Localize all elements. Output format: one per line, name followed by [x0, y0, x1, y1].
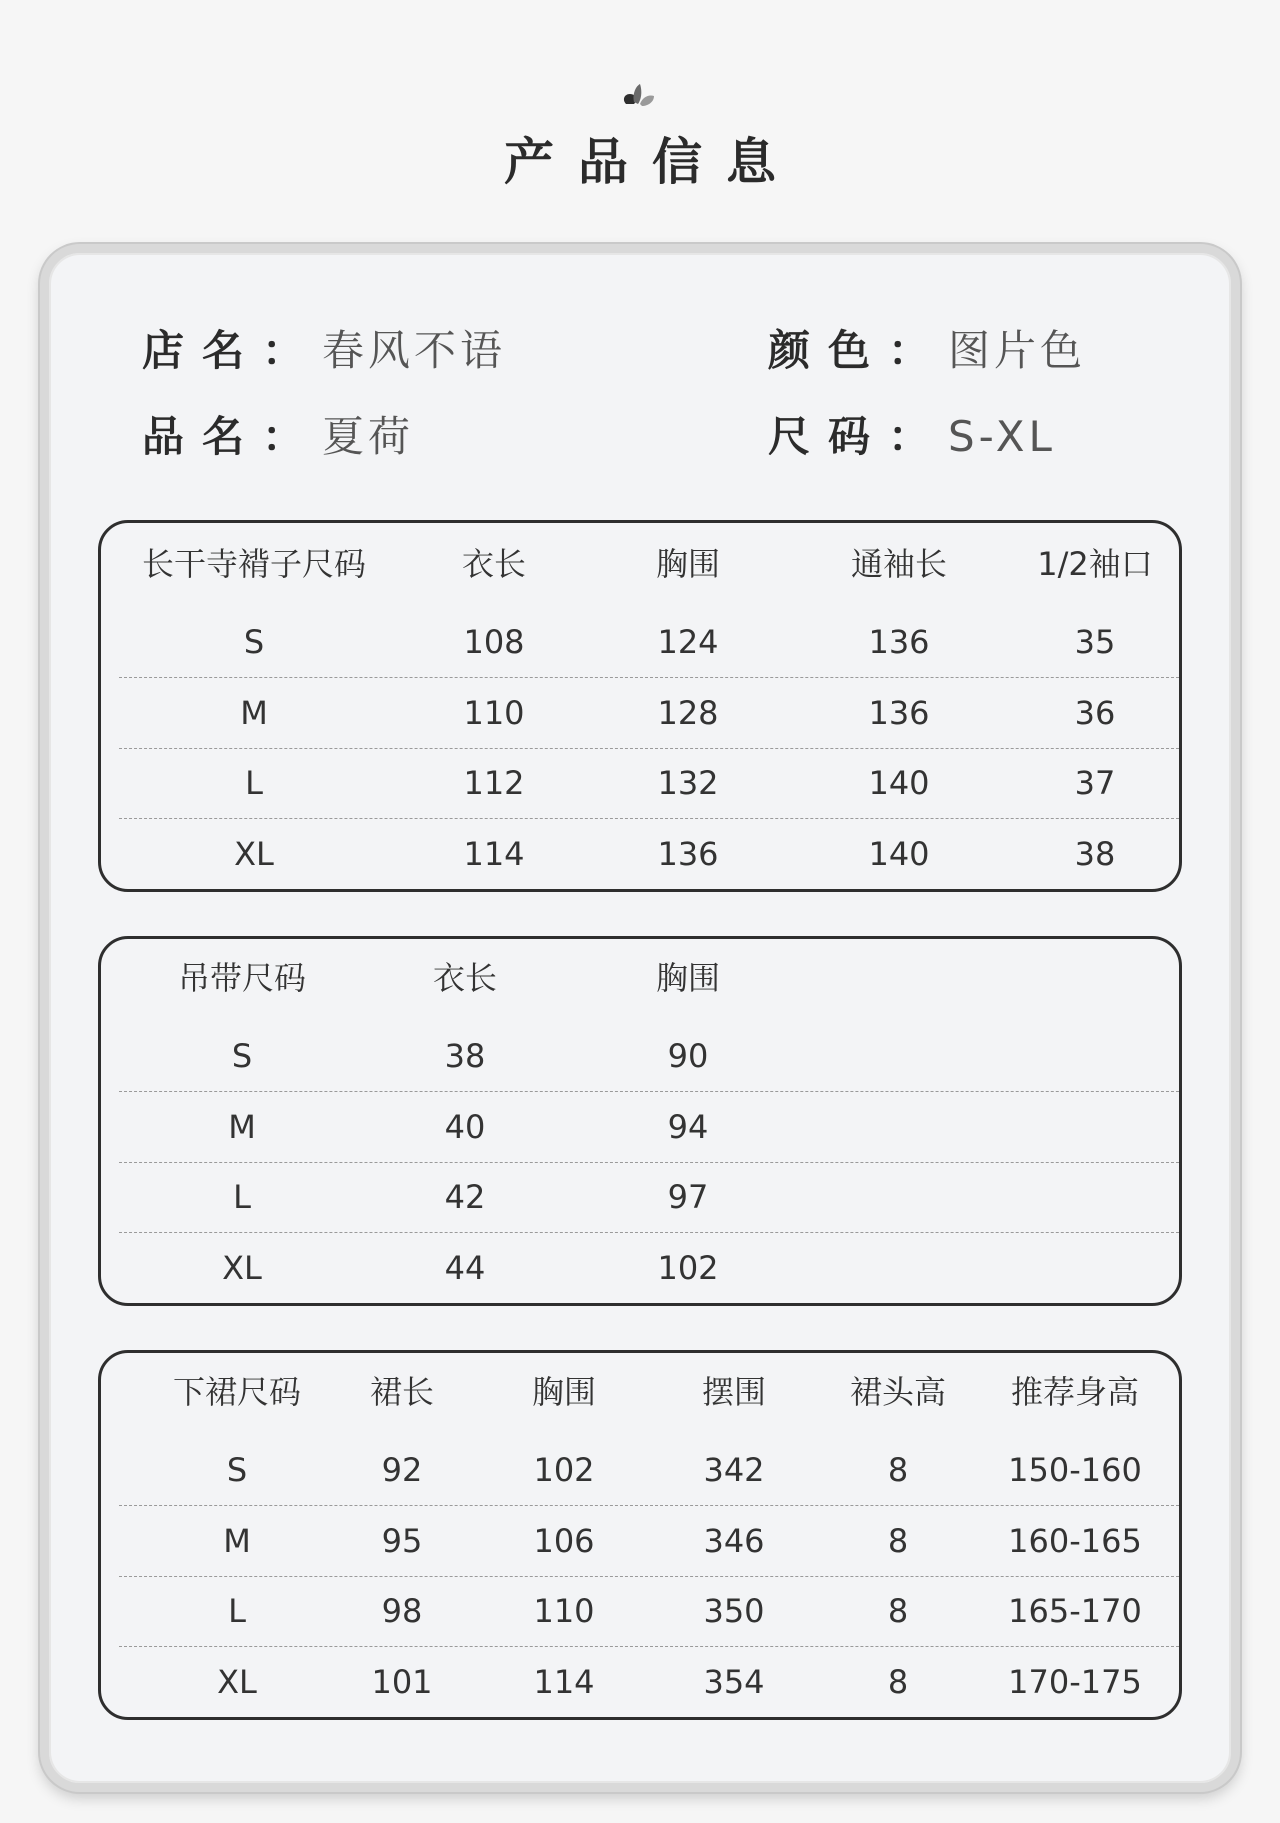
table-cell: 170-175 [1008, 1663, 1142, 1701]
table-cell: 38 [1074, 835, 1116, 873]
table-cell: 108 [463, 623, 525, 661]
product-name-label: 品名： [142, 412, 323, 461]
table-cell: 112 [463, 764, 525, 802]
table-cell: 165-170 [1008, 1592, 1142, 1630]
header-cell: 衣长 [461, 545, 527, 583]
table-cell: 140 [868, 764, 930, 802]
table-cell: 37 [1074, 764, 1116, 802]
table-row [119, 1021, 1179, 1092]
table-cell: M [228, 1108, 256, 1146]
table-cell: 132 [657, 764, 719, 802]
table-cell: 40 [444, 1108, 486, 1146]
table-cell: 98 [381, 1592, 423, 1630]
shop-name-label: 店名： [142, 326, 323, 375]
table-cell: 8 [887, 1592, 909, 1630]
header-cell: 衣长 [432, 959, 498, 997]
table-cell: 106 [533, 1522, 595, 1560]
header-cell: 胸围 [531, 1373, 597, 1411]
jacket-size-table [98, 520, 1182, 892]
table-cell: 102 [657, 1249, 719, 1287]
size-range-label: 尺码： [768, 412, 949, 461]
table-cell: M [240, 694, 268, 732]
table-row [119, 607, 1179, 678]
table-header-row [119, 943, 1179, 1013]
header-cell: 摆围 [701, 1373, 767, 1411]
table-cell: 150-160 [1008, 1451, 1142, 1489]
header-cell: 裙头高 [849, 1373, 947, 1411]
table-row [119, 678, 1179, 749]
header-cell: 通袖长 [850, 545, 948, 583]
table-cell: 102 [533, 1451, 595, 1489]
table-cell: 114 [533, 1663, 595, 1701]
table-cell: 92 [381, 1451, 423, 1489]
table-cell: 8 [887, 1522, 909, 1560]
color-label: 颜色： [768, 326, 949, 375]
size-range-row [768, 404, 1056, 464]
table-cell: 8 [887, 1451, 909, 1489]
table-cell: 42 [444, 1178, 486, 1216]
lotus-petals-icon [620, 78, 660, 108]
table-cell: S [243, 623, 265, 661]
table-cell: 354 [703, 1663, 765, 1701]
header-cell: 裙长 [369, 1373, 435, 1411]
table-cell: 90 [667, 1037, 709, 1075]
table-row [119, 1647, 1179, 1717]
table-cell: 342 [703, 1451, 765, 1489]
table-cell: 38 [444, 1037, 486, 1075]
table-cell: 97 [667, 1178, 709, 1216]
color-row [768, 318, 1086, 378]
table-row [119, 1162, 1179, 1233]
table-cell: 114 [463, 835, 525, 873]
table-cell: M [223, 1522, 251, 1560]
table-row [119, 819, 1179, 889]
table-row [119, 748, 1179, 819]
header-cell: 吊带尺码 [177, 959, 307, 997]
table-cell: 110 [463, 694, 525, 732]
table-header-row [119, 1357, 1179, 1427]
table-cell: 8 [887, 1663, 909, 1701]
product-name-row [142, 404, 414, 464]
table-cell: S [226, 1451, 248, 1489]
table-cell: 110 [533, 1592, 595, 1630]
table-cell: L [245, 764, 263, 802]
skirt-size-table [98, 1350, 1182, 1720]
header-cell: 下裙尺码 [172, 1373, 302, 1411]
header-cell: 推荐身高 [1010, 1373, 1140, 1411]
table-cell: XL [222, 1249, 262, 1287]
header-cell: 1/2袖口 [1037, 545, 1153, 583]
table-cell: L [228, 1592, 246, 1630]
table-row [119, 1092, 1179, 1163]
size-range-value: S-XL [948, 412, 1056, 461]
table-cell: 124 [657, 623, 719, 661]
table-cell: XL [217, 1663, 257, 1701]
header-cell: 胸围 [655, 959, 721, 997]
shop-name-value: 春风不语 [322, 326, 507, 375]
table-cell: 136 [868, 694, 930, 732]
color-value: 图片色 [948, 326, 1087, 375]
table-cell: L [233, 1178, 251, 1216]
table-cell: 136 [657, 835, 719, 873]
table-row [119, 1576, 1179, 1647]
product-name-value: 夏荷 [322, 412, 415, 461]
table-row [119, 1435, 1179, 1506]
table-cell: 44 [444, 1249, 486, 1287]
table-cell: 160-165 [1008, 1522, 1142, 1560]
table-cell: 346 [703, 1522, 765, 1560]
shop-name-row [142, 318, 506, 378]
table-cell: 101 [371, 1663, 433, 1701]
table-cell: S [231, 1037, 253, 1075]
table-cell: 36 [1074, 694, 1116, 732]
table-row [119, 1233, 1179, 1303]
table-cell: 128 [657, 694, 719, 732]
table-cell: 35 [1074, 623, 1116, 661]
page-title: 产品信息 [504, 132, 800, 191]
table-cell: XL [234, 835, 274, 873]
table-cell: 140 [868, 835, 930, 873]
header-cell: 胸围 [655, 545, 721, 583]
table-row [119, 1506, 1179, 1577]
table-cell: 136 [868, 623, 930, 661]
table-cell: 94 [667, 1108, 709, 1146]
camisole-size-table [98, 936, 1182, 1306]
table-cell: 95 [381, 1522, 423, 1560]
table-header-row [119, 529, 1179, 599]
table-cell: 350 [703, 1592, 765, 1630]
header-cell: 长干寺褙子尺码 [141, 545, 367, 583]
